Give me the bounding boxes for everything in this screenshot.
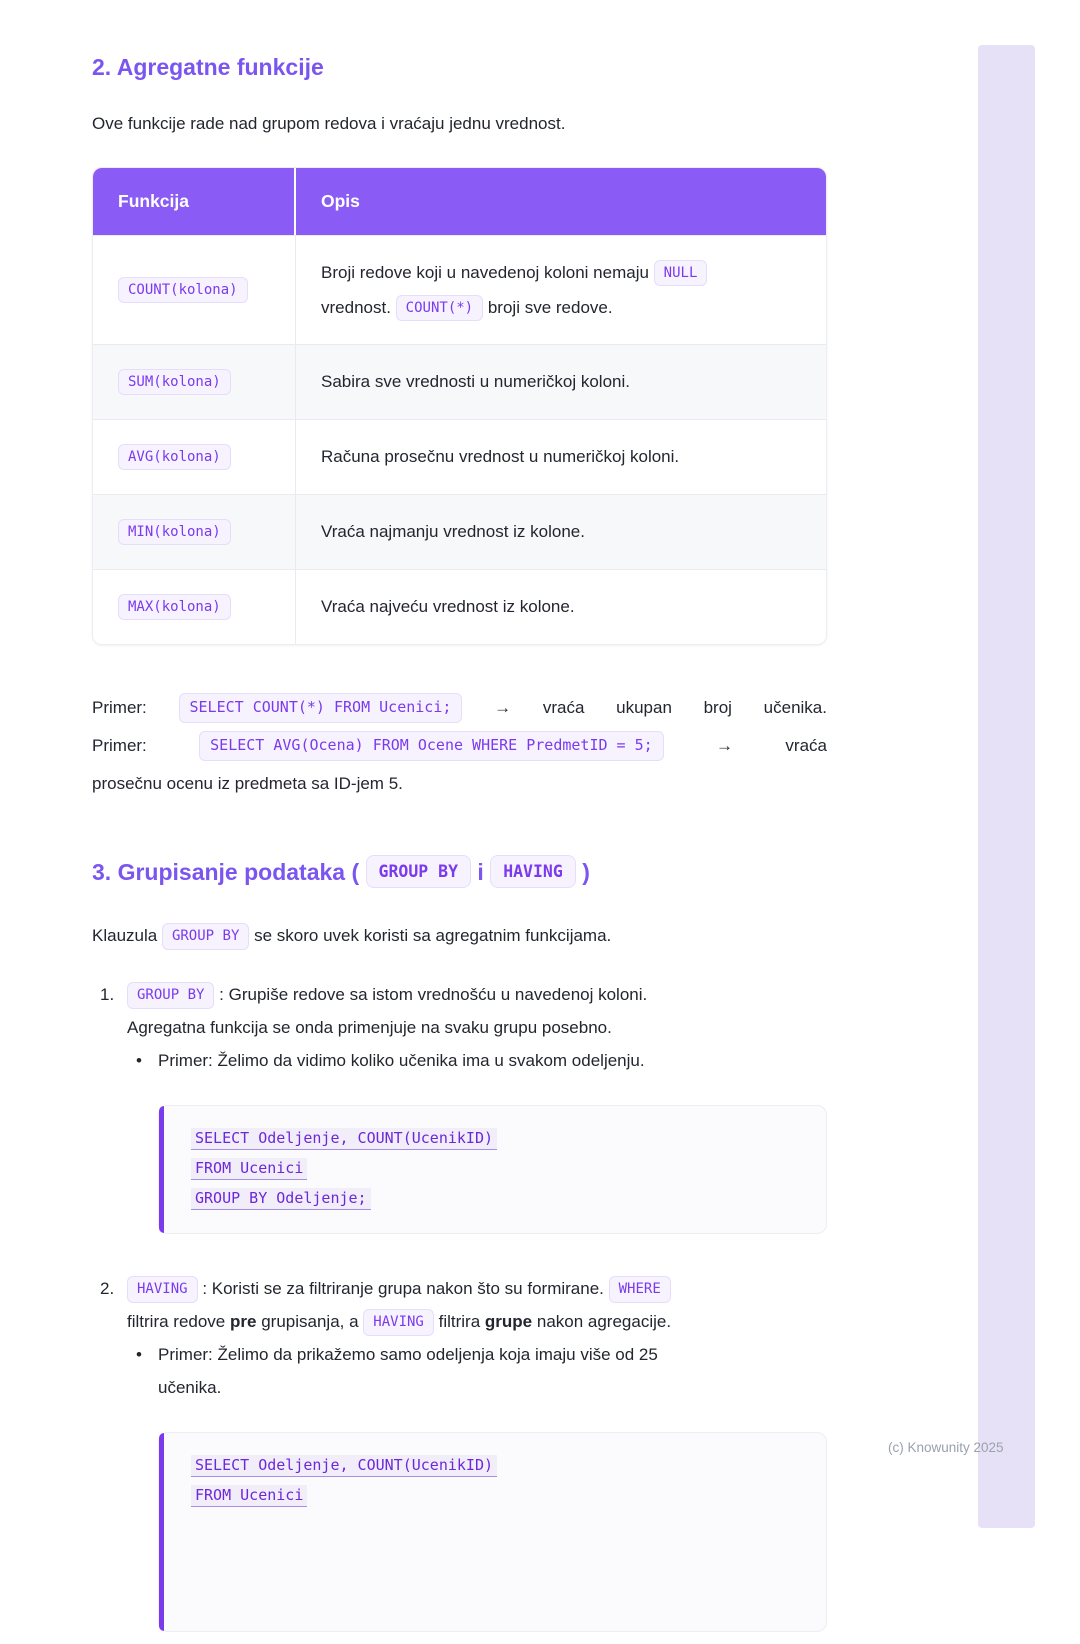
example-avg-continuation: prosečnu ocenu iz predmeta sa ID-jem 5. <box>92 774 403 793</box>
bullet-text: Primer: Želimo da vidimo koliko učenika ima u svakom odeljenju. <box>158 1051 645 1071</box>
intro-text: se skoro uvek koristi sa agregatnim funkcijama. <box>254 926 612 946</box>
table-cell-function <box>93 345 296 419</box>
list-number: 2. <box>100 1279 115 1299</box>
description-text: Broji redove koji u navedenoj koloni nemaju <box>321 263 649 282</box>
code-line: SELECT Odeljenje, COUNT(UcenikID) <box>191 1128 497 1150</box>
section-heading-grouping <box>92 855 827 888</box>
code-chip-sum-kolona: SUM(kolona) <box>118 369 231 395</box>
code-chip-count-star: COUNT(*) <box>396 295 483 321</box>
table-cell-function <box>93 420 296 494</box>
code-block-accent-bar <box>159 1433 164 1631</box>
table-cell-description: Sabira sve vrednosti u numeričkoj koloni. <box>321 372 630 391</box>
code-line: GROUP BY Odeljenje; <box>191 1188 371 1210</box>
code-chip-group-by: GROUP BY <box>162 923 249 949</box>
code-block-group-by <box>158 1105 827 1234</box>
example-count <box>92 689 827 727</box>
numbered-list <box>92 978 827 1644</box>
code-chip-null: NULL <box>654 260 708 286</box>
description-text: broji sve redove. <box>487 298 613 317</box>
example-result: vraća <box>785 736 827 755</box>
table-cell-description <box>296 236 826 344</box>
bullet-marker: • <box>136 1345 142 1365</box>
list-item-text: Agregatna funkcija se onda primenjuje na svaku grupu posebno. <box>127 1018 612 1038</box>
example-label: Primer: <box>92 698 147 717</box>
bullet-item <box>127 1044 827 1077</box>
code-chip-having: HAVING <box>490 855 576 888</box>
emphasis-grupe: grupe <box>484 1312 533 1332</box>
list-item-group-by <box>100 978 827 1246</box>
table-row-count <box>93 235 826 344</box>
list-number: 1. <box>100 985 115 1005</box>
example-label: Primer: <box>92 736 147 755</box>
section-heading-aggregate: 2. Agregatne funkcije <box>92 54 324 80</box>
description-text: vrednost. <box>321 298 391 317</box>
table-cell-function <box>93 236 296 344</box>
heading-text: i <box>477 859 484 885</box>
code-chip-where: WHERE <box>609 1276 671 1302</box>
code-chip-select-avg: SELECT AVG(Ocena) FROM Ocene WHERE PredmetID = 5; <box>199 731 664 761</box>
code-block-having <box>158 1432 827 1632</box>
table-header-row <box>93 168 826 235</box>
aggregate-functions-table <box>92 167 827 645</box>
bullet-marker: • <box>136 1051 142 1071</box>
code-chip-having: HAVING <box>127 1276 198 1302</box>
table-cell-description: Računa prosečnu vrednost u numeričkoj koloni. <box>321 447 680 466</box>
example-avg <box>92 727 827 765</box>
list-item-text: nakon agregacije. <box>536 1312 672 1332</box>
code-chip-min-kolona: MIN(kolona) <box>118 519 231 545</box>
table-cell-description: Vraća najveću vrednost iz kolone. <box>321 597 575 616</box>
arrow-right-icon: → <box>494 698 512 717</box>
scrollbar-track[interactable] <box>978 45 1035 1528</box>
list-item-having <box>100 1272 827 1644</box>
code-line: FROM Ucenici <box>191 1485 307 1507</box>
code-block-accent-bar <box>159 1106 164 1233</box>
bullet-text: učenika. <box>158 1378 222 1398</box>
intro-text: Klauzula <box>92 926 158 946</box>
list-item-text: : Koristi se za filtriranje grupa nakon što su formirane. <box>202 1279 604 1299</box>
bullet-text: Primer: Želimo da prikažemo samo odeljenja koja imaju više od 25 <box>158 1345 658 1365</box>
heading-text: 3. Grupisanje podataka ( <box>92 859 360 885</box>
arrow-right-icon: → <box>716 736 734 755</box>
list-item-text: grupisanja, a <box>261 1312 359 1332</box>
list-item-text: : Grupiše redove sa istom vrednošću u navedenoj koloni. <box>219 985 648 1005</box>
code-line: FROM Ucenici <box>191 1158 307 1180</box>
table-row-avg <box>93 419 826 494</box>
table-row-max <box>93 569 826 644</box>
code-chip-group-by: GROUP BY <box>127 982 214 1008</box>
code-chip-group-by: GROUP BY <box>366 855 471 888</box>
heading-text: ) <box>582 859 590 885</box>
table-cell-function <box>93 495 296 569</box>
bullet-item <box>127 1338 827 1404</box>
list-item-text: filtrira <box>438 1312 481 1332</box>
code-chip-select-count: SELECT COUNT(*) FROM Ucenici; <box>179 693 463 723</box>
table-row-min <box>93 494 826 569</box>
code-chip-having: HAVING <box>363 1309 434 1335</box>
table-row-sum <box>93 344 826 419</box>
document-content <box>92 0 827 1644</box>
table-header-opis: Opis <box>321 191 360 211</box>
code-chip-count-kolona: COUNT(kolona) <box>118 277 248 303</box>
table-header-funkcija: Funkcija <box>93 168 296 235</box>
table-cell-description: Vraća najmanju vrednost iz kolone. <box>321 522 585 541</box>
list-item-text: filtrira redove <box>127 1312 226 1332</box>
example-result: vraća ukupan broj učenika. <box>542 698 827 717</box>
code-line: SELECT Odeljenje, COUNT(UcenikID) <box>191 1455 497 1477</box>
footer-credit: (c) Knowunity 2025 <box>888 1440 1004 1455</box>
code-chip-avg-kolona: AVG(kolona) <box>118 444 231 470</box>
section-intro-text: Ove funkcije rade nad grupom redova i vraćaju jednu vrednost. <box>92 114 566 133</box>
emphasis-pre: pre <box>230 1312 257 1332</box>
table-cell-function <box>93 570 296 644</box>
grouping-intro <box>92 920 827 952</box>
code-chip-max-kolona: MAX(kolona) <box>118 594 231 620</box>
